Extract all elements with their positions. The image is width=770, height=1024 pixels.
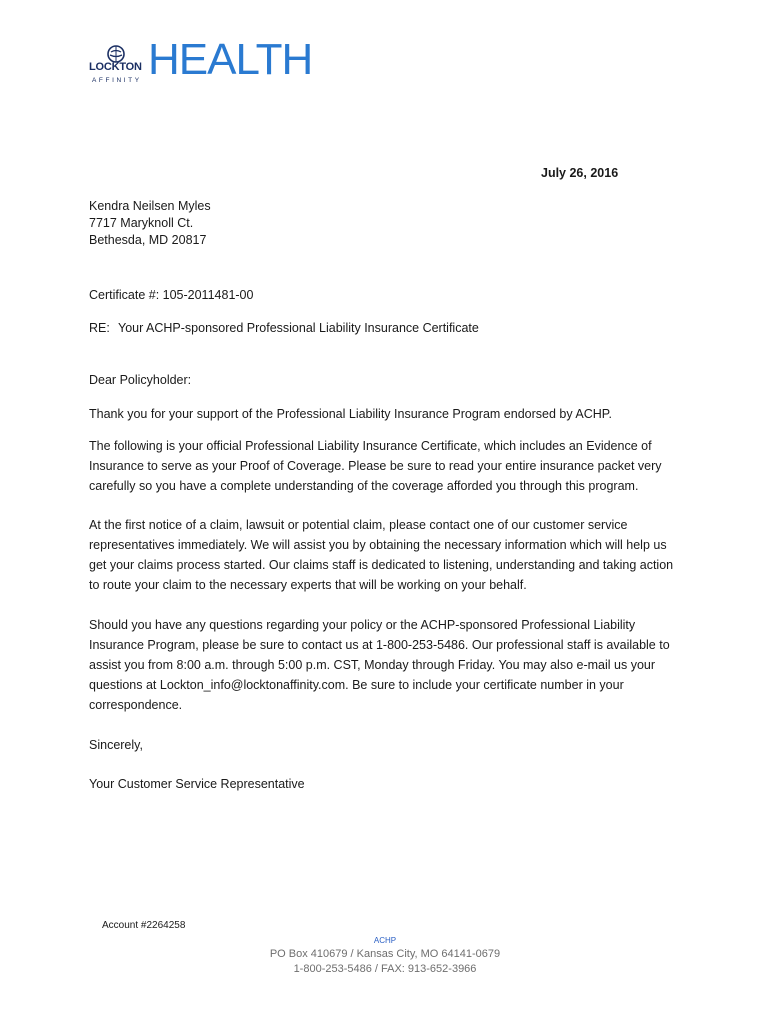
subject-text: Your ACHP-sponsored Professional Liability Insurance Certificate (118, 321, 479, 335)
paragraph-thank-you: Thank you for your support of the Professional Liability Insurance Program endorsed by ACHP. (89, 407, 612, 421)
certificate-number: Certificate #: 105-2011481-00 (89, 288, 254, 302)
subject-line (89, 318, 479, 338)
footer-address (0, 947, 770, 977)
logo-health-text: HEALTH (148, 35, 313, 84)
salutation: Dear Policyholder: (89, 373, 192, 387)
paragraph-claims: At the first notice of a claim, lawsuit or potential claim, please contact one of our customer service representatives immediately. We will assist you by obtaining the necessary information which will help us get your claims process started. Our claims staff is dedicated to listening, understanding and taking action to route your claim to the necessary experts that will be working on your behalf. (89, 518, 674, 592)
logo-affinity-text: AFFINITY (92, 77, 142, 84)
recipient-city-state-zip: Bethesda, MD 20817 (89, 233, 207, 247)
footer-org: ACHP (373, 936, 397, 945)
recipient-street: 7717 Maryknoll Ct. (89, 216, 194, 230)
paragraph-certificate: The following is your official Professional Liability Insurance Certificate, which includes an Evidence of Insurance to serve as your Proof of Coverage. Please be sure to read your entire insurance packet very carefully so you have a complete understanding of the coverage afforded you through this program. (89, 439, 662, 493)
footer-address-line: PO Box 410679 / Kansas City, MO 64141-0679 (269, 948, 501, 960)
recipient-name: Kendra Neilsen Myles (89, 199, 211, 213)
subject-label: RE: (89, 321, 110, 335)
recipient-address (89, 198, 211, 249)
lockton-affinity-health-logo (88, 35, 313, 90)
signature: Your Customer Service Representative (89, 777, 305, 791)
footer-phone-line: 1-800-253-5486 / FAX: 913-652-3966 (293, 963, 477, 975)
account-number: Account #2264258 (102, 920, 186, 931)
logo-lockton-text: LOCKTON (89, 61, 142, 73)
closing: Sincerely, (89, 738, 143, 752)
lockton-affinity-mark (88, 42, 146, 88)
letter-date: July 26, 2016 (541, 166, 619, 180)
paragraph-contact: Should you have any questions regarding your policy or the ACHP-sponsored Professional Liability Insurance Program, please be sure to contact us at 1-800-253-5486. Our professional staff is available to assist you from 8:00 a.m. through 5:00 p.m. CST, Monday through Friday. You may also e-mail us your questions at Lockton_info@locktonaffinity.com. Be sure to include your certificate number in your correspondence. (89, 618, 670, 712)
